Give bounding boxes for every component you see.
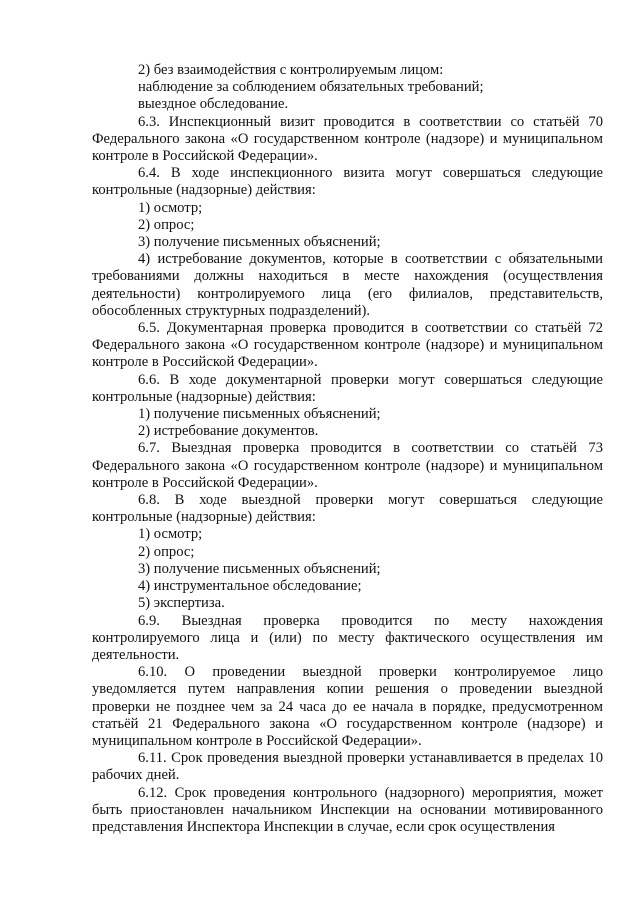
list-item: 5) экспертиза.: [138, 595, 225, 612]
list-item: 2) опрос;: [138, 543, 195, 560]
list-item: 3) получение письменных объяснений;: [138, 560, 381, 577]
paragraph-6-7: 6.7. Выездная проверка проводится в соответствии со статьёй 73 Федерального закона «О государственном контроле (надзоре) и муниципальном контроле в Российской Федерации».: [92, 440, 603, 491]
paragraph-6-9: 6.9. Выездная проверка проводится по месту нахождения контролируемого лица и (или) по месту фактического осуществления им деятельности.: [92, 612, 603, 663]
paragraph-field-survey: выездное обследование.: [138, 96, 289, 113]
list-item: 2) опрос;: [138, 216, 195, 233]
list-item-documents: 4) истребование документов, которые в соответствии с обязательными требованиями должны находиться в месте нахождения (осуществления деятельности) контролируемого лица (его филиалов, представительств, обособленных структурных подразделений).: [92, 251, 603, 319]
paragraph-6-3: 6.3. Инспекционный визит проводится в соответствии со статьёй 70 Федерального закона «О государственном контроле (надзоре) и муниципальном контроле в Российской Федерации».: [92, 113, 603, 165]
paragraph-6-8: 6.8. В ходе выездной проверки могут совершаться следующие контрольные (надзорные) действия:: [92, 492, 603, 526]
list-item: 4) инструментальное обследование;: [138, 578, 362, 595]
paragraph-6-10: 6.10. О проведении выездной проверки контролируемое лицо уведомляется путем направления копии решения о проведении выездной проверки не позднее чем за 24 часа до ее начала в порядке, предусмотренном статьёй 21 Федерального закона «О государственном контроле (надзоре) и муниципальном контроле в Российской Федерации».: [92, 664, 603, 749]
paragraph-item-2: 2) без взаимодействия с контролируемым лицом:: [138, 62, 444, 78]
list-item: 3) получение письменных объяснений;: [138, 234, 381, 251]
list-item: 1) осмотр;: [138, 199, 203, 216]
paragraph-6-4: 6.4. В ходе инспекционного визита могут совершаться следующие контрольные (надзорные) действия:: [92, 165, 603, 199]
document-page: [92, 62, 603, 836]
paragraph-6-11: 6.11. Срок проведения выездной проверки устанавливается в пределах 10 рабочих дней.: [92, 750, 603, 784]
list-item: 2) истребование документов.: [138, 423, 319, 440]
paragraph-observation: наблюдение за соблюдением обязательных требований;: [138, 79, 484, 96]
list-item: 1) получение письменных объяснений;: [138, 406, 381, 423]
list-item: 1) осмотр;: [138, 526, 203, 543]
paragraph-6-5: 6.5. Документарная проверка проводится в соответствии со статьёй 72 Федерального закона «О государственном контроле (надзоре) и муниципальном контроле в Российской Федерации».: [92, 320, 603, 371]
paragraph-6-6: 6.6. В ходе документарной проверки могут совершаться следующие контрольные (надзорные) действия:: [92, 371, 603, 405]
paragraph-6-12: 6.12. Срок проведения контрольного (надзорного) мероприятия, может быть приостановлен начальником Инспекции на основании мотивированного представления Инспектора Инспекции в случае, если срок осуществления: [92, 784, 603, 835]
